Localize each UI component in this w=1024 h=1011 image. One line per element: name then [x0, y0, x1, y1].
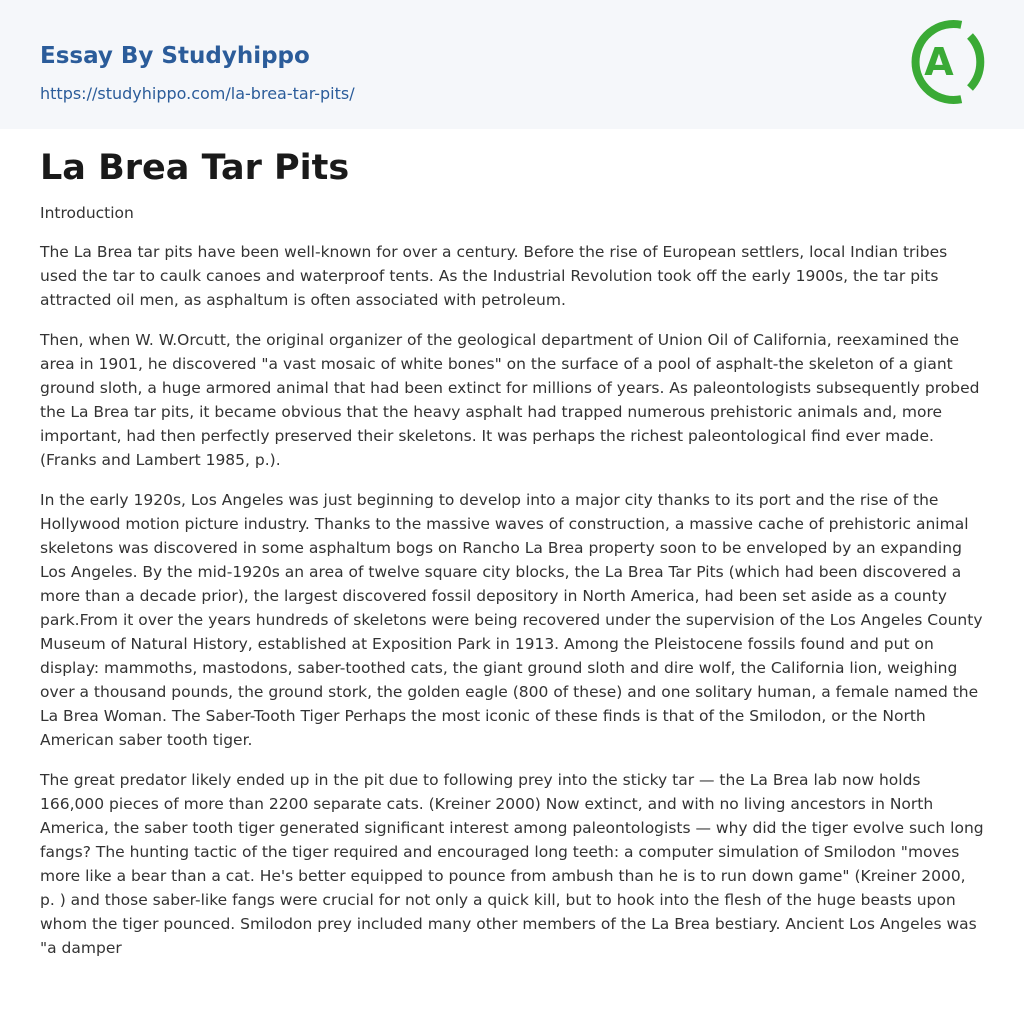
paragraph-1: The La Brea tar pits have been well-known for over a century. Before the rise of European settlers, local Indian tribes used the tar to caulk canoes and waterproof tents. As the Industrial Revolution took off the early 1900s, the tar pits attracted oil men, as asphaltum is often associated with petroleum.	[40, 243, 948, 309]
source-url-link[interactable]: https://studyhippo.com/la-brea-tar-pits/	[40, 84, 355, 103]
logo-letter: A	[924, 40, 954, 84]
paragraph-2: Then, when W. W.Orcutt, the original organizer of the geological department of Union Oil of California, reexamined the area in 1901, he discovered "a vast mosaic of white bones" on the surface of a pool of asphalt-the skeleton of a giant ground sloth, a huge armored animal that had been extinct for millions of years. As paleontologists subsequently probed the La Brea tar pits, it became obvious that the heavy asphalt had trapped numerous prehistoric animals and, more important, had then perfectly preserved their skeletons. It was perhaps the richest paleontological find ever made. (Franks and Lambert 1985, p.).	[40, 331, 980, 469]
paragraph-4: The great predator likely ended up in the pit due to following prey into the sticky tar — the La Brea lab now holds 166,000 pieces of more than 2200 separate cats. (Kreiner 2000) Now extinct, and with no living ancestors in North America, the saber tooth tiger generated significant interest among paleontologists — why did the tiger evolve such long fangs? The hunting tactic of the tiger required and encouraged long teeth: a computer simulation of Smilodon "moves more like a bear than a cat. He's better equipped to pounce from ambush than he is to run down game" (Kreiner 2000, p. ) and those saber-like fangs were crucial for not only a quick kill, but to hook into the flesh of the huge beasts upon whom the tiger pounced. Smilodon prey included many other members of the La Brea bestiary. Ancient Los Angeles was "a damper	[40, 771, 984, 957]
paragraph-3: In the early 1920s, Los Angeles was just beginning to develop into a major city thanks to its port and the rise of the Hollywood motion picture industry. Thanks to the massive waves of construction, a massive cache of prehistoric animal skeletons was discovered in some asphaltum bogs on Rancho La Brea property soon to be enveloped by an expanding Los Angeles. By the mid-1920s an area of twelve square city blocks, the La Brea Tar Pits (which had been discovered a more than a decade prior), the largest discovered fossil depository in North America, had been set aside as a county park.From it over the years hundreds of skeletons were being recovered under the supervision of the Los Angeles County Museum of Natural History, established at Exposition Park in 1913. Among the Pleistocene fossils found and put on display: mammoths, mastodons, saber-toothed cats, the giant ground sloth and dire wolf, the California lion, weighing over a thousand pounds, the ground stork, the golden eagle (800 of these) and one solitary human, a female named the La Brea Woman. The Saber-Tooth Tiger Perhaps the most iconic of these finds is that of the Smilodon, or the North American saber tooth tiger.	[40, 491, 983, 749]
site-header	[0, 0, 1024, 129]
section-label: Introduction	[40, 204, 134, 222]
studyhippo-logo-icon[interactable]	[904, 16, 990, 108]
site-brand: Essay By Studyhippo	[40, 43, 310, 69]
article-body	[40, 140, 984, 960]
article-title: La Brea Tar Pits	[40, 148, 350, 188]
